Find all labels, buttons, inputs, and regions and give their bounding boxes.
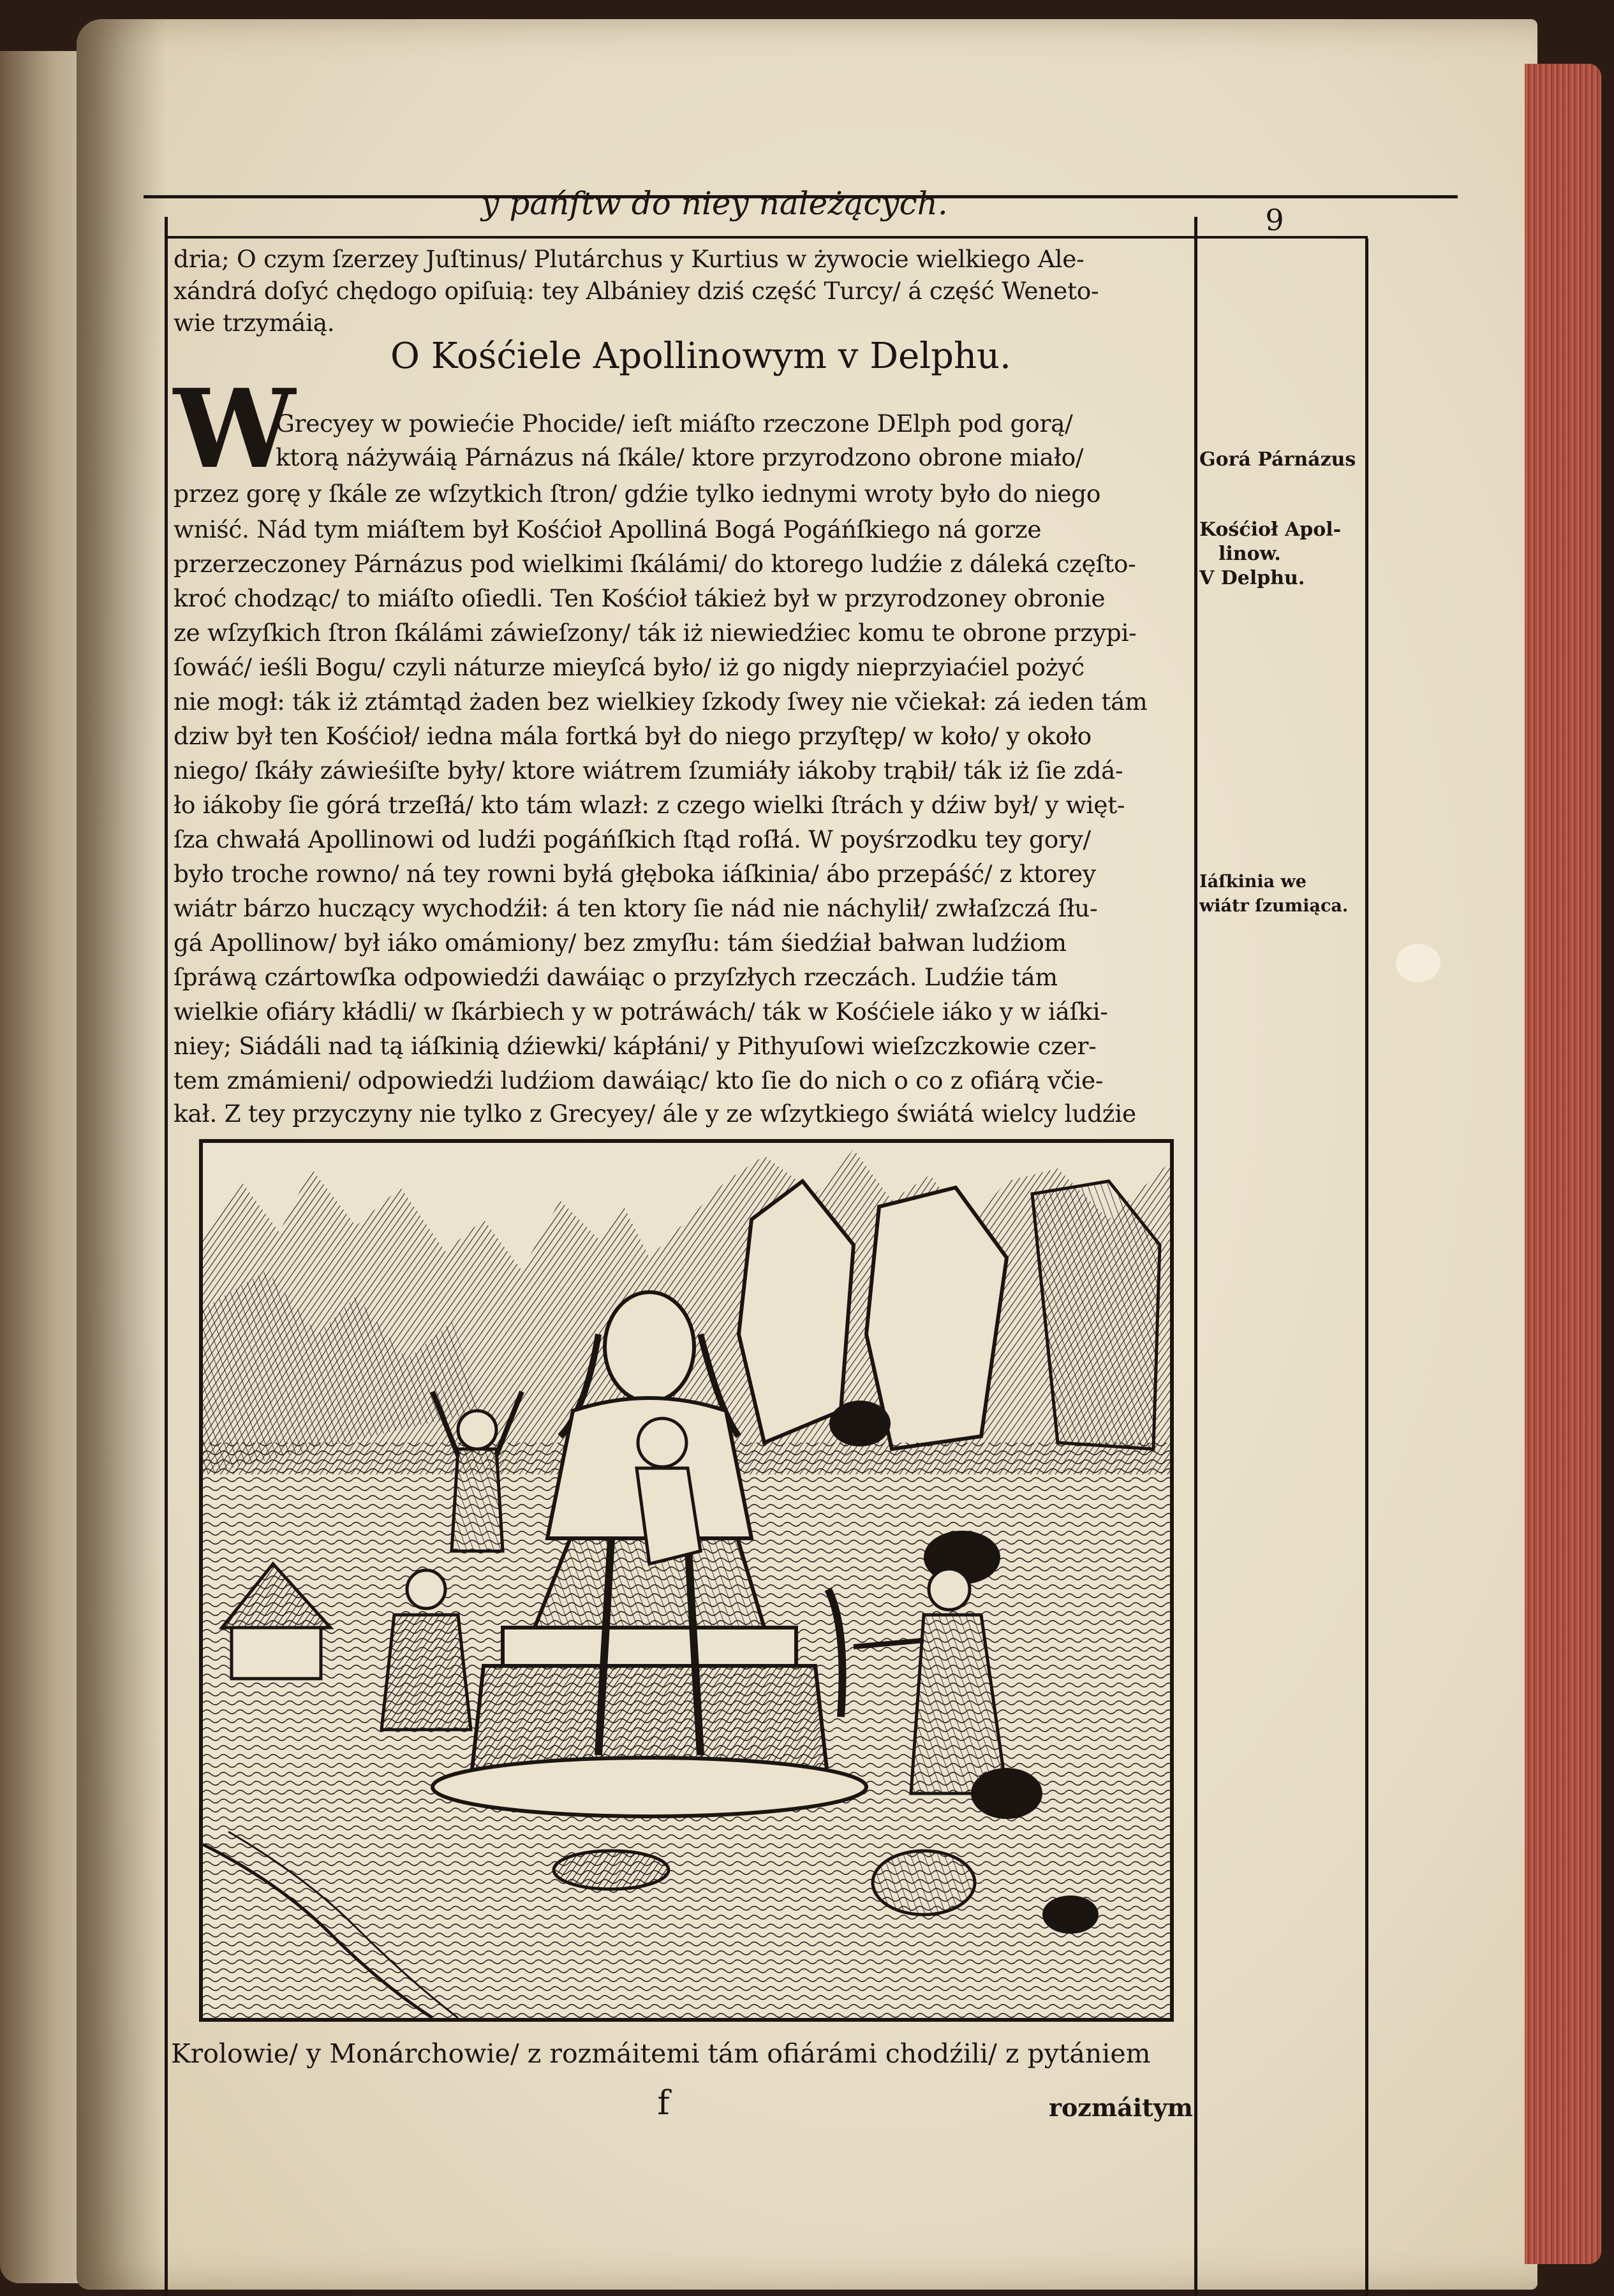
woodcut-scene-icon <box>203 1143 1170 2018</box>
drop-cap: W <box>174 365 295 493</box>
body-line: ło iákoby ſie górá trzeſłá/ kto tám wlazł: z czego wielki ſtrách y dźiw był/ y więt- <box>174 791 1125 819</box>
margin-note-kosciol <box>1199 518 1391 591</box>
body-line: niego/ ſkáły záwieśiſte były/ ktore wiátrem ſzumiáły iákoby trąbił/ ták iż ſie zdá- <box>174 756 1123 784</box>
body-line: wiátr bárzo huczący wychodźił: á ten ktory ſie nád nie náchylił/ zwłaſzczá ſłu- <box>174 894 1098 922</box>
margin-note-line: V Delphu. <box>1199 567 1305 589</box>
section-title: O Kośćiele Apollinowym v Delphu. <box>390 335 1011 377</box>
folio-number: 9 <box>1265 203 1284 237</box>
body-line: kroć chodząc/ to miáſto oſiedli. Ten Kośćioł tákież był w przyrodzoney obronie <box>174 584 1106 612</box>
footer-line: Krolowie/ y Monárchowie/ z rozmáitemi tám ofiárámi chodźili/ z pytániem <box>171 2038 1151 2069</box>
woodcut-illustration <box>199 1139 1174 2022</box>
body-line: kał. Z tey przyczyny nie tylko z Grecyey/ ále y ze wſzytkiego świátá wielcy ludźie <box>174 1100 1136 1128</box>
body-line: ze wſzyſkich ſtron ſkálámi záwieſzony/ ták iż niewiedźiec komu te obrone przypi- <box>174 619 1137 647</box>
margin-note-line: Iáſkinia we <box>1199 872 1307 892</box>
body-line: tem zmámieni/ odpowiedźi ludźiom dawáiąc/ kto ſie do nich o co z ofiárą včie- <box>174 1066 1104 1094</box>
margin-note-line: Gorá Párnázus <box>1199 448 1356 471</box>
body-line: przerzeczoney Párnázus pod wielkimi ſkálámi/ do ktorego ludźie z dáleká częſto- <box>174 550 1136 578</box>
margin-note-line: wiátr ſzumiąca. <box>1199 896 1349 916</box>
paper-stain <box>1396 944 1440 982</box>
margin-note-gora <box>1199 448 1391 472</box>
intro-line: dria; O czym ſzerzey Juſtinus/ Plutárchus y Kurtius w żywocie wielkiego Ale- <box>174 245 1085 273</box>
margin-note-iaskinia <box>1199 870 1391 918</box>
catchword: rozmáitym <box>1048 2093 1193 2122</box>
body-line: ſza chwałá Apollinowi od ludźi pogáńſkich ſtąd roſłá. W poyśrzodku tey gory/ <box>174 825 1091 853</box>
body-line: ſowáć/ ieśli Bogu/ czyli náturze mieyſcá było/ iż go nigdy nieprzyiaćiel pożyć <box>174 653 1085 681</box>
body-line: niey; Siádáli nad tą iáſkinią dźiewki/ kápłáni/ y Pithyuſowi wieſzczkowie czer- <box>174 1032 1097 1060</box>
gutter-shadow <box>77 19 166 2290</box>
body-line: dziw był ten Kośćioł/ iedna mála fortká był do niego przyſtęp/ w koło/ y około <box>174 722 1092 750</box>
body-line: Grecyey w powiećie Phocide/ ieſt miáſto rzeczone DElph pod gorą/ <box>276 409 1073 438</box>
body-line: gá Apollinow/ był iáko omámiony/ bez zmyſłu: tám śiedźiał bałwan ludźiom <box>174 929 1067 957</box>
body-line: ktorą náżywáią Párnázus ná ſkále/ ktore przyrodzono obrone miało/ <box>276 443 1084 471</box>
running-head: y pańſtw do niey należących. <box>481 185 948 222</box>
intro-line: xándrá doſyć chędogo opiſuią: tey Albániey dziś część Turcy/ á część Weneto- <box>174 277 1099 305</box>
margin-note-line: Kośćioł Apol- <box>1199 519 1342 541</box>
body-line: wielkie ofiáry kłádli/ w ſkárbiech y w potráwách/ ták w Kośćiele iáko y w iáſki- <box>174 997 1108 1026</box>
inner-left-rule <box>165 217 168 2296</box>
body-line: było troche rowno/ ná tey rowni byłá głęboka iáſkinia/ ábo przepáść/ z ktorey <box>174 860 1096 888</box>
body-line: przez gorę y ſkále ze wſzytkich ſtron/ gdźie tylko iednymi wroty było do niego <box>174 480 1101 508</box>
text-right-rule <box>1194 217 1197 2296</box>
page-fore-edge <box>1525 64 1601 2264</box>
body-line: ſpráwą czártowſka odpowiedźi dawáiąc o przyſzłych rzeczách. Ludźie tám <box>174 963 1058 991</box>
margin-note-line: linow. <box>1218 543 1281 565</box>
head-underline <box>166 236 1199 239</box>
body-line: nie mogł: ták iż ztámtąd żaden bez wielkiey ſzkody ſwey nie včiekał: zá ieden tám <box>174 688 1148 716</box>
body-line: wniść. Nád tym miáſtem był Kośćioł Apolliná Bogá Pogáńſkiego ná gorze <box>174 515 1042 543</box>
intro-line: wie trzymáią. <box>174 309 335 337</box>
signature-mark: f <box>657 2084 670 2123</box>
